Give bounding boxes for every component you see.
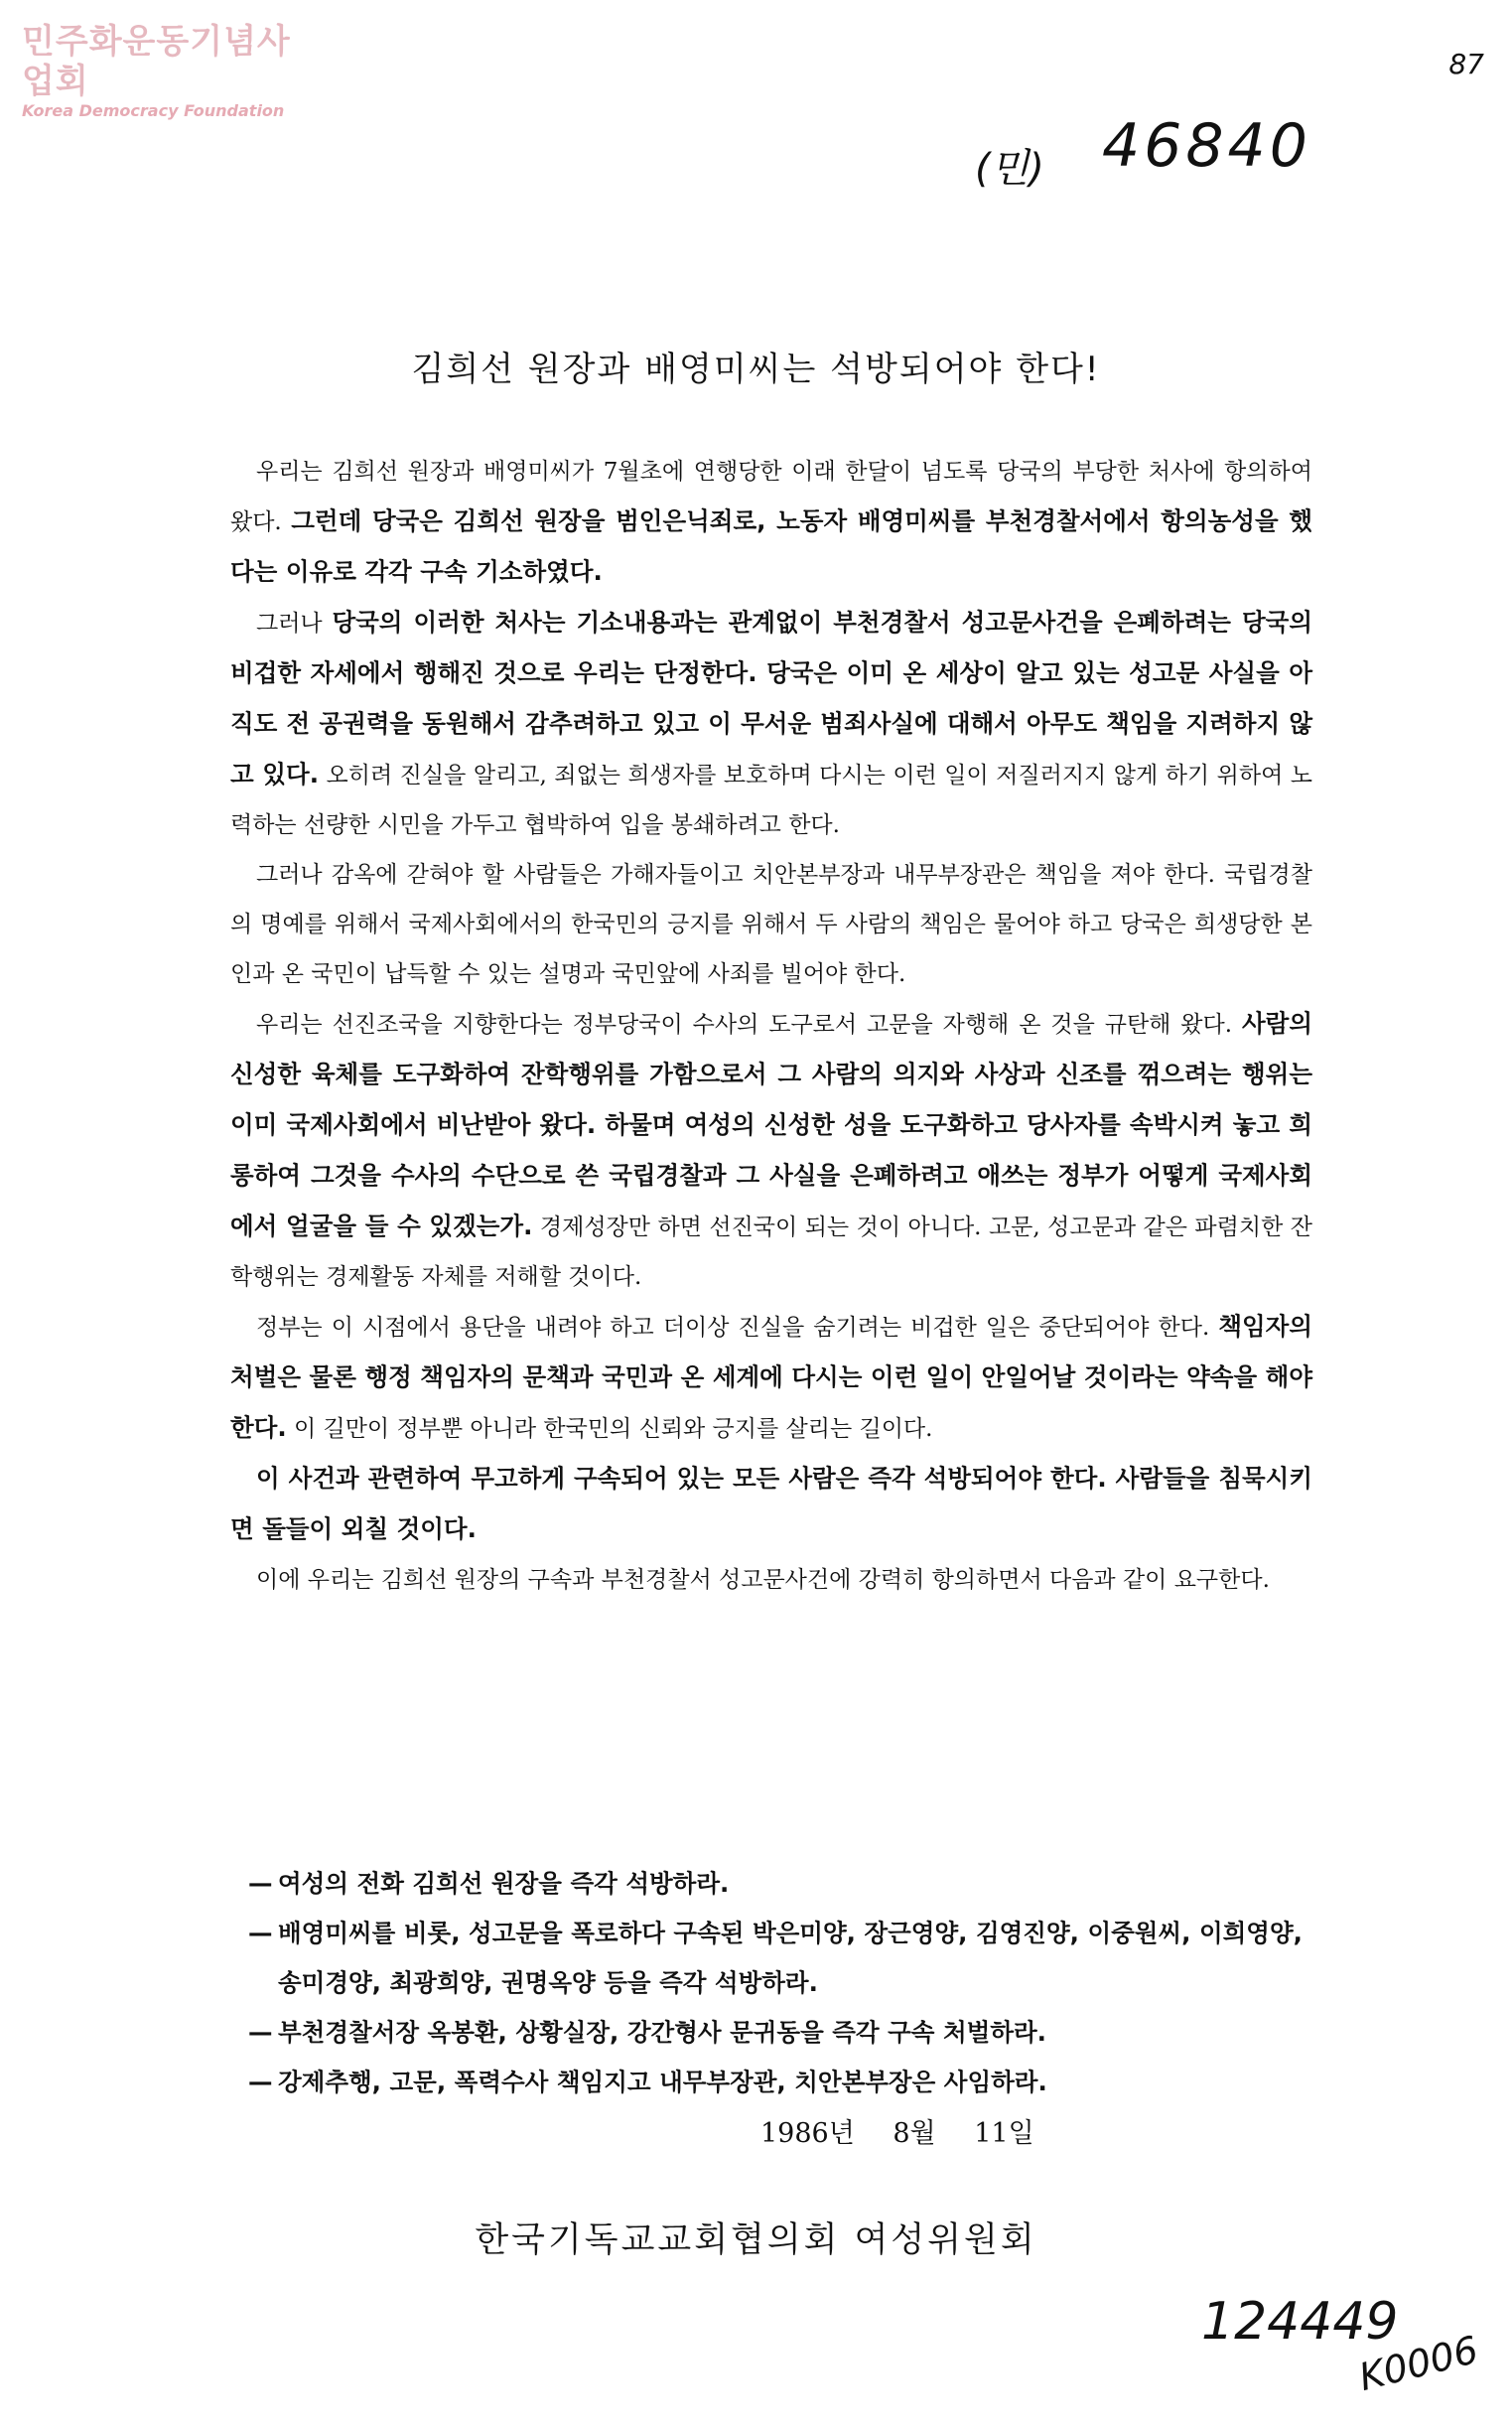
statement-body [230, 447, 1312, 1605]
demands-list [248, 1859, 1310, 2107]
demand-item [248, 1859, 1310, 1909]
body-paragraph [230, 999, 1312, 1302]
paragraph-text: 경제성장만 하면 선진국이 되는 것이 아니다. 고문, 성고문과 같은 파렴치한 잔학행위는 경제활동 자체를 저해할 것이다. [230, 1215, 1312, 1290]
demand-dash: — [248, 1919, 273, 1947]
emphasized-text: 당국의 이러한 처사는 기소내용과는 관계없이 부천경찰서 성고문사건을 은폐하려는 당국의 비겁한 자세에서 행해진 것으로 우리는 단정한다. 당국은 이미 온 세상이 알고 있는 성고문 사실을 아직도 전 공권력을 동원해서 감추려하고 있고 이 무서운 범죄사실에 대해서 아무도 책임을 지려하지 않고 있다. [230, 608, 1312, 788]
paragraph-text: 이 길만이 정부뿐 아니라 한국민의 신뢰와 긍지를 살리는 길이다. [286, 1416, 933, 1442]
demand-dash: — [248, 2018, 273, 2047]
handwritten-code: K0006 [1354, 2327, 1483, 2400]
handwritten-number: 124449 [1201, 2292, 1399, 2352]
demand-text: 강제추행, 고문, 폭력수사 책임지고 내무부장관, 치안본부장은 사임하라. [278, 2068, 1047, 2096]
demand-item [248, 2008, 1310, 2058]
body-paragraph [230, 447, 1312, 598]
paragraph-text: 오히려 진실을 알리고, 죄없는 희생자를 보호하며 다시는 이런 일이 저질러지지 않게 하기 위하여 노력하는 선량한 시민을 가두고 협박하여 입을 봉쇄하려고 한다. [230, 763, 1312, 838]
demand-item [248, 2058, 1310, 2107]
document-title: 김희선 원장과 배영미씨는 석방되어야 한다! [411, 350, 1101, 389]
body-paragraph [230, 598, 1312, 850]
body-paragraph [230, 850, 1312, 999]
doc-id-number: 46840 [1102, 111, 1311, 181]
body-paragraph [230, 1302, 1312, 1454]
paragraph-text: 그러나 [256, 611, 333, 637]
body-paragraph [230, 1454, 1312, 1555]
paragraph-text: 그러나 감옥에 갇혀야 할 사람들은 가해자들이고 치안본부장과 내무부장관은 책임을 져야 한다. 국립경찰의 명예를 위해서 국제사회에서의 한국민의 긍지를 위해서 두 사람의 책임은 물어야 하고 당국은 희생당한 본인과 온 국민이 납득할 수 있는 설명과 국민앞에 사죄를 빌어야 한다. [230, 862, 1312, 987]
demand-text: 배영미씨를 비롯, 성고문을 폭로하다 구속된 박은미양, 장근영양, 김영진양, 이중원씨, 이희영양, 송미경양, 최광희양, 권명옥양 등을 즉각 석방하라. [278, 1919, 1303, 1997]
demand-dash: — [248, 1869, 273, 1898]
paragraph-text: 우리는 선진조국을 지향한다는 정부당국이 수사의 도구로서 고문을 자행해 온 것을 규탄해 왔다. [256, 1012, 1242, 1038]
foundation-logo [22, 22, 320, 121]
demand-item [248, 1909, 1310, 2008]
issuing-organization: 한국기독교교회협의회 여성위원회 [475, 2220, 1037, 2260]
demand-text: 부천경찰서장 옥봉환, 상황실장, 강간형사 문귀동을 즉각 구속 처벌하라. [278, 2018, 1046, 2047]
paragraph-text: 우리는 김희선 원장과 배영미씨가 7월초에 연행당한 이래 한달이 넘도록 당국의 부당한 처사에 항의하여 왔다. [230, 459, 1312, 535]
emphasized-text: 이 사건과 관련하여 무고하게 구속되어 있는 모든 사람은 즉각 석방되어야 한다. 사람들을 침묵시키면 돌들이 외칠 것이다. [230, 1464, 1312, 1543]
logo-korean-text: 민주화운동기념사업회 [22, 22, 291, 101]
logo-english-text: Korea Democracy Foundation [22, 101, 285, 120]
demand-dash: — [248, 2068, 273, 2096]
emphasized-text: 책임자의 처벌은 물론 행정 책임자의 문책과 국민과 온 세계에 다시는 이런 일이 안일어날 것이라는 약속을 해야 한다. [230, 1312, 1312, 1442]
body-paragraph [230, 1555, 1312, 1605]
document-date: 1986년 8월 11일 [760, 2118, 1034, 2149]
paragraph-text: 정부는 이 시점에서 용단을 내려야 하고 더이상 진실을 숨기려는 비겁한 일은 중단되어야 한다. [256, 1315, 1219, 1341]
demand-text: 여성의 전화 김희선 원장을 즉각 석방하라. [278, 1869, 730, 1898]
paragraph-text: 이에 우리는 김희선 원장의 구속과 부천경찰서 성고문사건에 강력히 항의하면서 다음과 같이 요구한다. [256, 1567, 1270, 1593]
page-number: 87 [1448, 48, 1484, 80]
emphasized-text: 그런데 당국은 김희선 원장을 범인은닉죄로, 노동자 배영미씨를 부천경찰서에서 항의농성을 했다는 이유로 각각 구속 기소하였다. [230, 506, 1312, 586]
emphasized-text: 사람의 신성한 육체를 도구화하여 잔학행위를 가함으로서 그 사람의 의지와 사상과 신조를 꺾으려는 행위는 이미 국제사회에서 비난받아 왔다. 하물며 여성의 신성한 성을 도구화하고 당사자를 속박시켜 놓고 희롱하여 그것을 수사의 수단으로 쓴 국립경찰과 그 사실을 은폐하려고 애쓰는 정부가 어떻게 국제사회에서 얼굴을 들 수 있겠는가. [230, 1009, 1312, 1240]
doc-id-prefix: (민) [975, 146, 1044, 192]
